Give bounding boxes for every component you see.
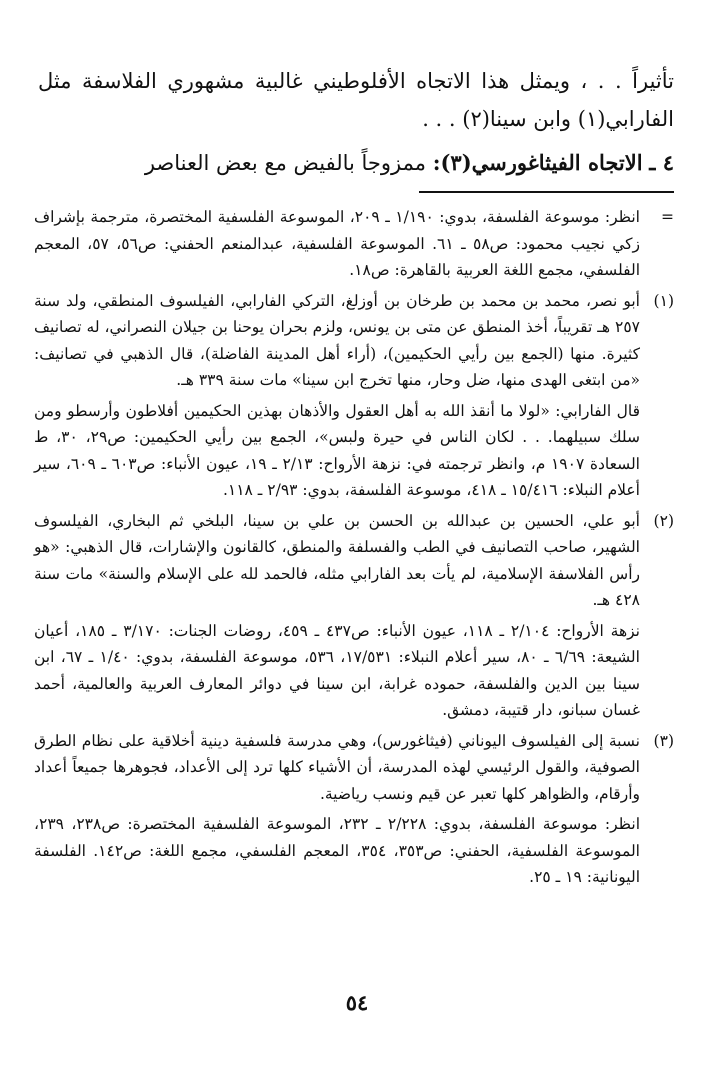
footnote-separator — [419, 191, 674, 193]
footnotes — [34, 204, 674, 895]
footnote-paragraph: انظر: موسوعة الفلسفة، بدوي: ٢/٢٢٨ ـ ٢٣٢، الموسوعة الفلسفية المختصرة: ص٢٣٨، ٢٣٩، الموسوعة الفلسفية، الحفني: ص٣٥٣، ٣٥٤، المعجم الفلسفي، مجمع اللغة: ص١٤٢. الفلسفة اليونانية: ١٩ ـ ٢٥. — [34, 815, 641, 886]
footnote-marker: = — [661, 208, 674, 226]
section-heading — [34, 146, 674, 180]
footnote-3 — [34, 728, 674, 891]
footnote-1 — [34, 288, 674, 504]
footnote-marker: (٣) — [653, 731, 674, 750]
footnote-marker: (٢) — [653, 511, 674, 530]
page-number: ٥٤ — [345, 990, 369, 1015]
footnote-marker: (١) — [653, 291, 674, 310]
footnote-paragraph: أبو علي، الحسين بن عبدالله بن الحسن بن علي بن سينا، البلخي ثم البخاري، الفيلسوف الشهير، صاحب التصانيف في الطب والفسلفة والمنطق، كالقانون والإشارات، قال الذهبي: «هو رأس الفلاسفة الإسلامية، لم يأت بعد الفارابي مثله، فالحمد لله على الإسلام والسنة» مات سنة ٤٢٨ هـ. — [34, 511, 640, 609]
section-heading-number: ٤ ـ — [649, 150, 674, 175]
section-heading-rest: ممزوجاً بالفيض مع بعض العناصر — [144, 151, 427, 175]
footnote-paragraph: نسبة إلى الفيلسوف اليوناني (فيثاغورس)، وهي مدرسة فلسفية دينية أخلاقية على نظام الطرق الصوفية، والقول الرئيسي لهذه المدرسة، أن الأشياء كلها ترد إلى الأعداد، فجوهرها جميعاً أعداد وأرقام، والظواهر كلها تعبر عن قيم ونسب رياضية. — [34, 731, 640, 803]
footnote-2 — [34, 508, 674, 724]
footnote-continuation — [34, 204, 674, 284]
footnote-paragraph: نزهة الأرواح: ٢/١٠٤ ـ ١١٨، عيون الأنباء: ص٤٣٧ ـ ٤٥٩، روضات الجنات: ٣/١٧٠ ـ ١٨٥، أعيان الشيعة: ٦/٦٩ ـ ٨٠، سير أعلام النبلاء: ١٧/٥٣١، ٥٣٦، موسوعة الفلسفة، بدوي: ١/٤٠ ـ ٦٧، ابن سينا بين الدين والفلسفة، حموده غرابة، ابن سينا في دوائر المعارف العربية والعالمية، أحمد غسان سبانو، دار قتيبة، دمشق. — [34, 621, 640, 719]
section-heading-title: الاتجاه الفيثاغورسي(٣): — [432, 150, 643, 175]
footnote-paragraph: قال الفارابي: «لولا ما أنقذ الله به أهل العقول والأذهان بهذين الحكيمين أفلاطون وأرسطو ومن سلك سبيلهما. . . لكان الناس في حيرة ولبس»، الجمع بين رأيي الحكيمين: ص٢٩، ٣٠، ط السعادة ١٩٠٧ م، وانظر ترجمته في: نزهة الأرواح: ٢/١٣ ـ ١٩، عيون الأنباء: ص٦٠٣ ـ ٦٠٩، سير أعلام النبلاء: ١٥/٤١٦ ـ ٤١٨، موسوعة الفلسفة، بدوي: ٢/٩٣ ـ ١١٨. — [34, 401, 640, 499]
main-paragraph: تأثيراً . . ، ويمثل هذا الاتجاه الأفلوطيني غالبية مشهوري الفلاسفة مثل الفارابي(١) وابن سينا(٢) . . . — [38, 69, 674, 131]
footnote-paragraph: انظر: موسوعة الفلسفة، بدوي: ١/١٩٠ ـ ٢٠٩، الموسوعة الفلسفية المختصرة، مترجمة بإشراف زكي نجيب محمود: ص٥٨ ـ ٦١. الموسوعة الفلسفية، عبدالمنعم الحفني: ص٥٦، ٥٧، المعجم الفلسفي، مجمع اللغة العربية بالقاهرة: ص١٨. — [34, 208, 641, 279]
footnote-paragraph: أبو نصر، محمد بن محمد بن طرخان بن أوزلغ، التركي الفارابي، الفيلسوف المنطقي، ولد سنة ٢٥٧ هـ تقريباً، أخذ المنطق عن متى بن يونس، ولزم بحران يوحنا بن جيلان النصراني، له تصانيف كثيرة. منها (الجمع بين رأيي الحكيمين)، (أراء أهل المدينة الفاضلة)، قال الذهبي في تصانيف: «من ابتغى الهدى منها، ضل وحار، منها تخرج ابن سينا» مات سنة ٣٣٩ هـ. — [34, 291, 640, 389]
